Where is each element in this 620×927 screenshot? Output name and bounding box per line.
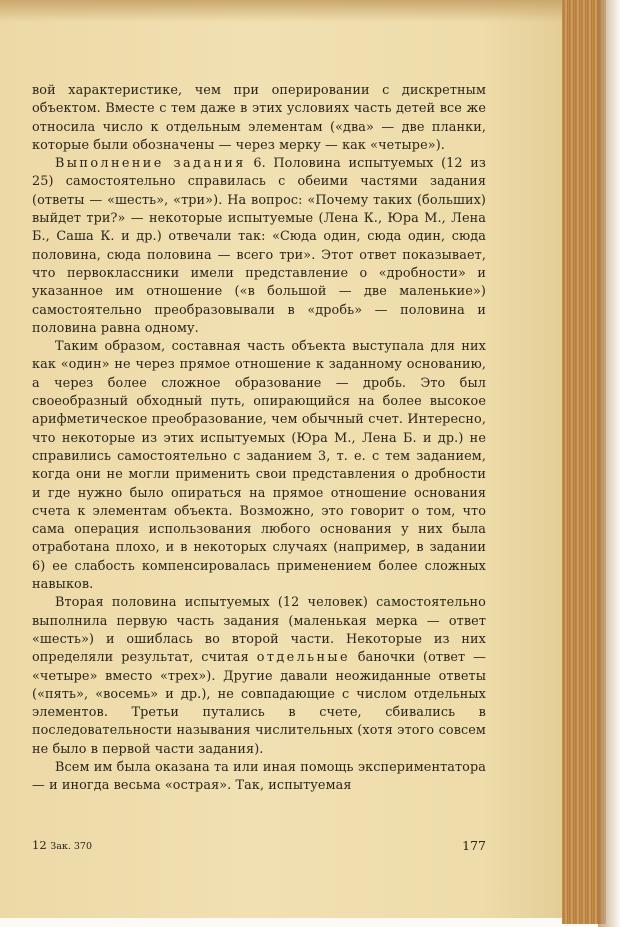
body-text <box>32 82 486 796</box>
second-half-text-start: Вторая половина испытуемых (12 человек) самостоятельно выполнила первую часть задания (маленькая мерка — ответ «шесть») и ошиблась во второй части. Некоторые из них определяли результат, считая <box>32 595 486 666</box>
paragraph-conclusion: Таким образом, составная часть объекта выступала для них как «один» не через прямое отношение к заданному основанию, а через более сложное образование — дробь. Это был своеобразный обходный путь, опирающийся на более высокое арифметическое преобразование, чем обычный счет. Интересно, что некоторые из этих испытуемых (Юра М., Лена Б. и др.) не справились самостоятельно с заданием 3, т. е. с тем заданием, когда они не могли применить свои представления о дробности и где нужно было опираться на прямое отношение основания счета к элементам объекта. Возможно, это говорит о том, что сама операция использования любого основания у них была отработана плохо, и в некоторых случаях (например, в задании 6) ее слабость компенсировалась применением более сложных навыков. <box>32 339 486 593</box>
signature-text: Зак. 370 <box>50 841 92 852</box>
paragraph-assistance: Всем им была оказана та или иная помощь экспериментатора — и иногда весьма «острая». Так, испытуемая <box>32 759 486 794</box>
signature-number: 12 <box>32 838 47 852</box>
page-number: 177 <box>462 838 486 853</box>
paragraph-continuation: вой характеристике, чем при оперировании с дискретным объектом. Вместе с тем даже в этих условиях часть детей все же относила число к отдельным элементам («два» — две планки, которые были обозначены — через мерку — как «четыре»). <box>32 83 486 153</box>
second-half-text-end: баночки (ответ — «четыре» вместо «трех»). Другие давали неожиданные ответы («пять», «восемь» и др.), не совпадающие с числом отдельных элементов. Третьи путались в счете, сбивались в последовательности называния числительных (хотя этого совсем не было в первой части задания). <box>32 650 486 757</box>
task-6-text: 6. Половина испытуемых (12 из 25) самостоятельно справилась с обеими частями задания (ответы — «шесть», «три»). На вопрос: «Почему таких (больших) выйдет три?» — некоторые испытуемые (Лена К., Юра М., Лена Б., Саша К. и др.) отвечали так: «Сюда один, сюда один, сюда половина, сюда половина — всего три». Этот ответ показывает, что первоклассники имели представление о «дробности» и указанное им отношение («в большой — две маленькие») самостоятельно преобразовывали в «дробь» — половина и половина равна одному. <box>32 156 487 336</box>
print-signature <box>32 838 92 852</box>
paragraph-second-half <box>32 594 486 759</box>
book-edge-shadow <box>598 0 620 927</box>
page-footer <box>32 838 486 856</box>
paper-top-shadow <box>0 0 566 22</box>
emphasized-word: отдельные <box>256 650 350 666</box>
paragraph-task-6 <box>32 155 486 338</box>
task-heading: Выполнение задания <box>55 156 246 172</box>
